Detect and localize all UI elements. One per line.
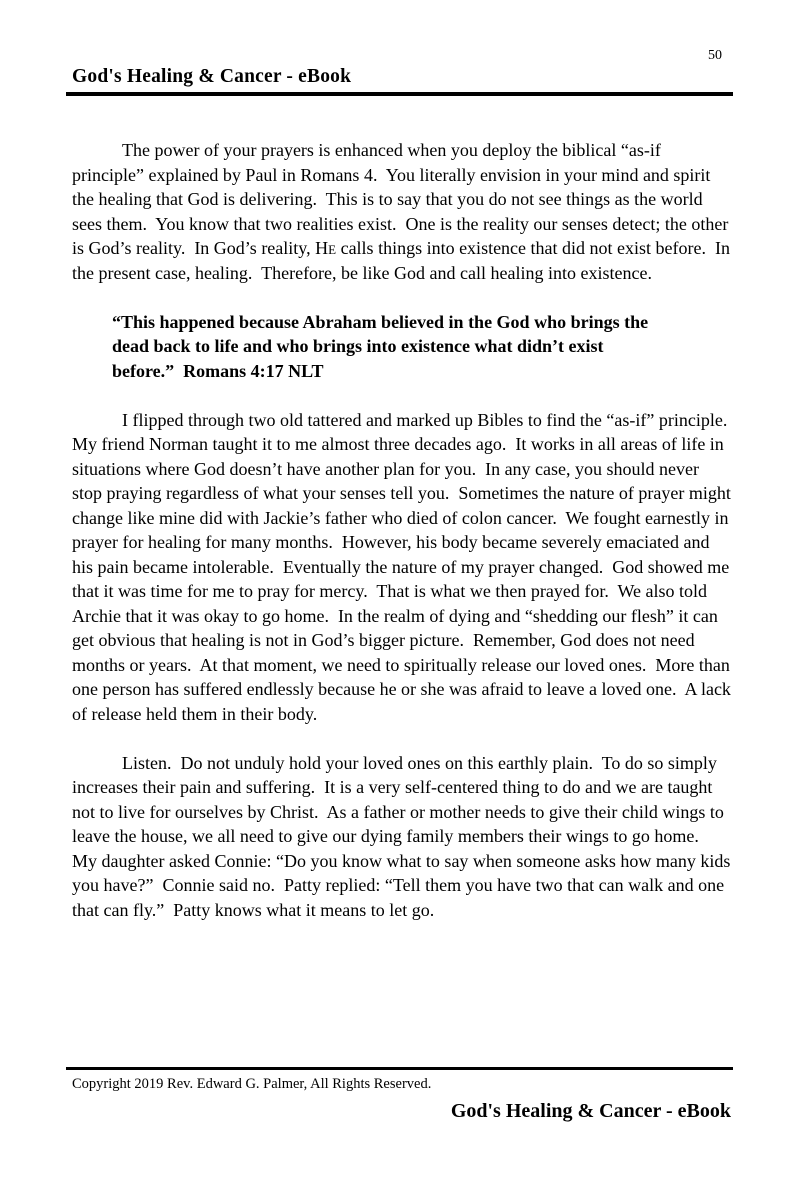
paragraph-1 — [72, 138, 735, 285]
footer-rule — [66, 1067, 733, 1070]
footer-title: God's Healing & Cancer - eBook — [450, 1100, 731, 1122]
scripture-quote: “This happened because Abraham believed in the God who brings the dead back to life and who brings into existence what didn’t exist before.” Romans 4:17 NLT — [112, 311, 653, 381]
paragraph-2: I flipped through two old tattered and marked up Bibles to find the “as-if” principle. My friend Norman taught it to me almost three decades ago. It works in all areas of life in situations where God doesn’t have another plan for you. In any case, you should never stop praying regardless of what your senses tell you. Sometimes the nature of prayer might change like mine did with Jackie’s father who died of colon cancer. We fought earnestly in prayer for healing for many months. However, his body became severely emaciated and his pain became intolerable. Eventually the nature of my prayer changed. God showed me that it was time for me to pray for mercy. That is what we then prayed for. We also told Archie that it was okay to go home. In the realm of dying and “shedding our flesh” it can get obvious that healing is not in God’s bigger picture. Remember, God does not need months or years. At that moment, we need to spiritually release our loved ones. More than one person has suffered endlessly because he or she was afraid to leave a loved one. A lack of release held them in their body. — [72, 409, 737, 724]
paragraph-1-smallcaps-he: He — [315, 238, 337, 258]
header-rule — [66, 92, 733, 96]
page-number: 50 — [708, 48, 722, 63]
paragraph-3: Listen. Do not unduly hold your loved ones on this earthly plain. To do so simply increases their pain and suffering. It is a very self-centered thing to do and we are taught not to live for ourselves by Christ. As a father or mother needs to give their child wings to leave the house, we all need to give our dying family members their wings to go home. My daughter asked Connie: “Do you know what to say when someone asks how many kids you have?” Connie said no. Patty replied: “Tell them you have two that can walk and one that can fly.” Patty knows what it means to let go. — [72, 752, 735, 920]
paragraph-1-text-after: calls things into existence that did not exist before. In the present case, healing. Therefore, be like God and call healing into existence. — [72, 238, 735, 283]
paragraph-1-text-before: The power of your prayers is enhanced when you deploy the biblical “as-if principle” explained by Paul in Romans 4. You literally envision in your mind and spirit the healing that God is delivering. This is to say that you do not see things as the world sees them. You know that two realities exist. One is the reality our senses detect; the other is God’s reality. In God’s reality, — [72, 140, 733, 258]
page-body — [72, 138, 737, 922]
copyright-notice: Copyright 2019 Rev. Edward G. Palmer, All Rights Reserved. — [72, 1076, 432, 1092]
header-title: God's Healing & Cancer - eBook — [72, 66, 352, 87]
